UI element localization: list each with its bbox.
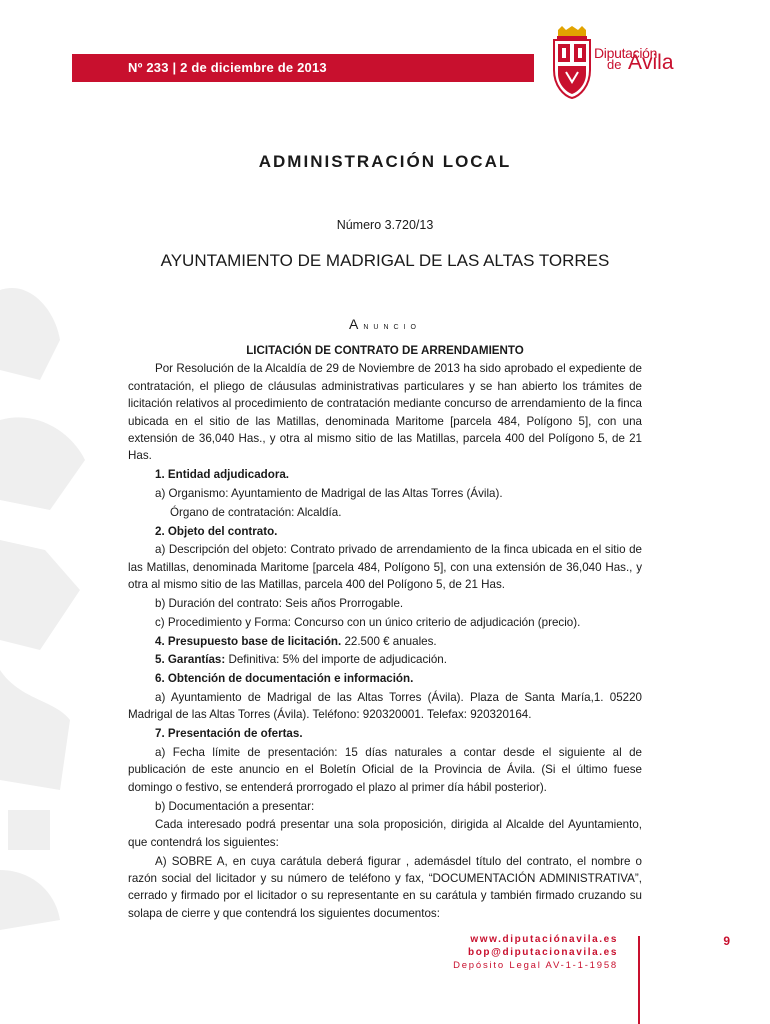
coat-of-arms-icon xyxy=(548,26,596,100)
paragraph-procedimiento: c) Procedimiento y Forma: Concurso con un único criterio de adjudicación (precio). xyxy=(155,615,581,629)
announcement-number: Número 3.720/13 xyxy=(336,218,434,232)
issuing-body: AYUNTAMIENTO DE MADRIGAL DE LAS ALTAS TORRES xyxy=(160,251,610,270)
heading-documentacion: 6. Obtención de documentación e información. xyxy=(155,672,414,686)
paragraph-duracion: b) Duración del contrato: Seis años Prorrogable. xyxy=(155,597,404,611)
intro-paragraph: Por Resolución de la Alcaldía de 29 de Noviembre de 2013 ha sido aprobado el expediente de contratación, el pliego de cláusulas administrativas particulares y se han abierto los trámites de licitación relativos al procedimiento de contratación mediante concurso de arrendamiento de la finca ubicada en el sitio de las Matillas, denominada Maritome [parcela 484, Polígono 5], con una extensión de 36,040 Has., y otra al mismo sitio de las Matillas, parcela 400 del Polígono 5, de 21 Has. xyxy=(128,362,642,463)
anuncio-cap: A xyxy=(349,316,364,332)
paragraph-sobre-a: A) SOBRE A, en cuya carátula deberá figurar , ademásdel título del contrato, el nombre o razón social del licitador y su número de teléfono y fax, “DOCUMENTACIÓN ADMINISTRATIVA”, cerrado y firmado por el licitador o su representante en su carátula y también firmado cruzando su solapa de cierre y que contendrá los siguientes documentos: xyxy=(128,854,642,920)
paragraph-descripcion: a) Descripción del objeto: Contrato privado de arrendamiento de la finca ubicada en el sitio de las Matillas, denominada Maritome [parcela 484, Polígono 5], con una extensión de 36,040 Has., y otra al mismo sitio de las Matillas, parcela 400 del Polígono 5, de 21 Has. xyxy=(128,543,642,592)
watermark-shield-icon xyxy=(0,270,90,930)
paragraph-documentacion: b) Documentación a presentar: xyxy=(155,799,315,813)
garantias-value: Definitiva: 5% del importe de adjudicación. xyxy=(225,653,447,667)
paragraph-organismo: a) Organismo: Ayuntamiento de Madrigal de las Altas Torres (Ávila). xyxy=(155,487,503,501)
paragraph-fecha-limite: a) Fecha límite de presentación: 15 días naturales a contar desde el siguiente al de publicación de este anuncio en el Boletín Oficial de la Provincia de Ávila. (Si el último fuese domingo o festivo, se entenderá prorrogado el plazo al primer día hábil posterior). xyxy=(128,746,642,794)
presupuesto-label: 4. Presupuesto base de licitación. xyxy=(155,634,342,648)
paragraph-ayuntamiento-contacto: a) Ayuntamiento de Madrigal de las Altas Torres (Ávila). Plaza de Santa María,1. 05220 Madrigal de las Altas Torres (Ávila). Teléfono: 920320001. Telefax: 920320164. xyxy=(128,691,642,722)
paragraph-presupuesto xyxy=(128,633,642,650)
heading-entidad: 1. Entidad adjudicadora. xyxy=(155,468,289,482)
logo-text-de: de xyxy=(607,57,622,72)
anuncio-rest: nuncio xyxy=(363,320,421,332)
footer-email[interactable]: bop@diputacionavila.es xyxy=(468,947,618,958)
issue-banner: Nº 233 | 2 de diciembre de 2013 xyxy=(72,54,534,82)
page-number: 9 xyxy=(723,934,730,948)
diputacion-logo xyxy=(548,26,708,100)
footer-deposito-legal: Depósito Legal AV-1-1-1958 xyxy=(453,960,618,971)
body-title: LICITACIÓN DE CONTRATO DE ARRENDAMIENTO xyxy=(246,344,524,357)
paragraph-garantias xyxy=(128,651,642,668)
footer-contact xyxy=(400,933,618,972)
paragraph-organo: Órgano de contratación: Alcaldía. xyxy=(170,505,342,519)
footer-website[interactable]: www.diputaciónavila.es xyxy=(470,934,618,945)
heading-objeto: 2. Objeto del contrato. xyxy=(155,524,278,538)
anuncio-heading xyxy=(128,316,642,332)
logo-text-avila: Ávila xyxy=(628,51,674,74)
paragraph-proposicion: Cada interesado podrá presentar una sola proposición, dirigida al Alcalde del Ayuntamiento, que contendrá los siguientes: xyxy=(128,818,642,849)
announcement-body xyxy=(128,342,642,924)
footer-divider xyxy=(638,936,640,1024)
section-title: ADMINISTRACIÓN LOCAL xyxy=(258,152,512,171)
garantias-label: 5. Garantías: xyxy=(155,653,226,667)
presupuesto-value: 22.500 € anuales. xyxy=(341,634,437,648)
heading-ofertas: 7. Presentación de ofertas. xyxy=(155,727,303,741)
logo-text-diputacion: Diputación xyxy=(594,45,658,61)
